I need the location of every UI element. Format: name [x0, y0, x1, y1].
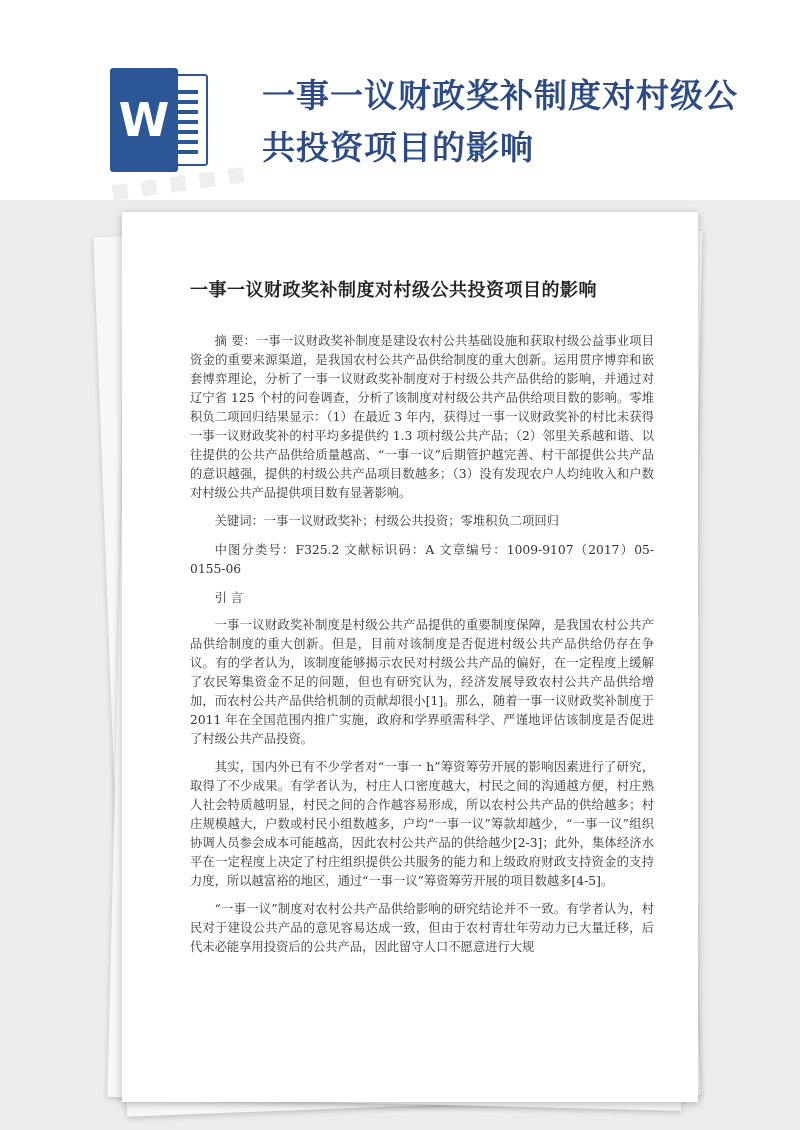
body-paragraph: 一事一议财政奖补制度是村级公共产品提供的重要制度保障，是我国农村公共产品供给制度的重大创新。但是，目前对该制度是否促进村级公共产品供给仍存在争议。有的学者认为，该制度能够揭示农民对村级公共产品的偏好，在一定程度上缓解了农民筹集资金不足的问题，但也有研究认为，经济发展导致农村公共产品供给增加，而农村公共产品供给机制的贡献却很小[1]。那么，随着一事一议财政奖补制度于 2011 年在全国范围内推广实施，政府和学界亟需科学、严谨地评估该制度是否促进了村级公共产品投资。 [190, 618, 654, 746]
abstract: 摘 要：一事一议财政奖补制度是建设农村公共基础设施和获取村级公益事业项目资金的重要来源渠道，是我国农村公共产品供给制度的重大创新。运用贯序博弈和嵌套博弈理论，分析了一事一议财政奖补制度对于村级公共产品供给的影响，并通过对辽宁省 125 个村的问卷调查，分析了该制度对村级公共产品供给项目数的影响。零堆积负二项回归结果显示：（1）在最近 3 年内，获得过一事一议财政奖补的村比未获得一事一议财政奖补的村平均多提供约 1.3 项村级公共产品；（2）邻里关系越和谐、以往提供的公共产品供给质量越高、“一事一议”后期管护越完善、村干部提供公共产品的意识越强，提供的村级公共产品项目数越多；（3）没有发现农户人均纯收入和户数对村级公共产品提供项目数有显著影响。 [190, 334, 654, 500]
body-paragraph: 其实，国内外已有不少学者对“一事一 h”筹资筹劳开展的影响因素进行了研究，取得了不少成果。有学者认为，村庄人口密度越大，村民之间的沟通越方便，村庄熟人社会特质越明显，村民之间的合作越容易形成，所以农村公共产品的供给越多；村庄规模越大，户数或村民小组数越多，户均“一事一议”筹款却越少，“一事一议”组织协调人员参会成本可能越高，因此农村公共产品的供给越少[2-3]；此外，集体经济水平在一定程度上决定了村庄组织提供公共服务的能力和上级政府财政支持资金的支持力度，所以越富裕的地区，通过“一事一议”筹资筹劳开展的项目数越多[4-5]。 [190, 760, 654, 888]
classification-line: 中图分类号：F325.2 文献标识码：A 文章编号：1009-9107（2017）05-0155-06 [190, 543, 654, 576]
preview-banner [0, 0, 800, 200]
document-title: 一事一议财政奖补制度对村级公共投资项目的影响 [190, 280, 597, 301]
section-heading: 引 言 [214, 591, 244, 605]
keywords: 关键词：一事一议财政奖补；村级公共投资；零堆积负二项回归 [214, 514, 559, 528]
banner-title: 一事一议财政奖补制度对村级公共投资项目的影响 [262, 76, 738, 167]
word-badge: W [110, 68, 178, 172]
document-page [122, 212, 698, 1102]
word-document-icon [110, 68, 210, 172]
body-paragraph: “一事一议”制度对农村公共产品供给影响的研究结论并不一致。有学者认为，村民对于建设公共产品的意见容易达成一致，但由于农村青壮年劳动力已大量迁移，后代未必能享用投资后的公共产品，因此留守人口不愿意进行大规 [190, 902, 654, 954]
